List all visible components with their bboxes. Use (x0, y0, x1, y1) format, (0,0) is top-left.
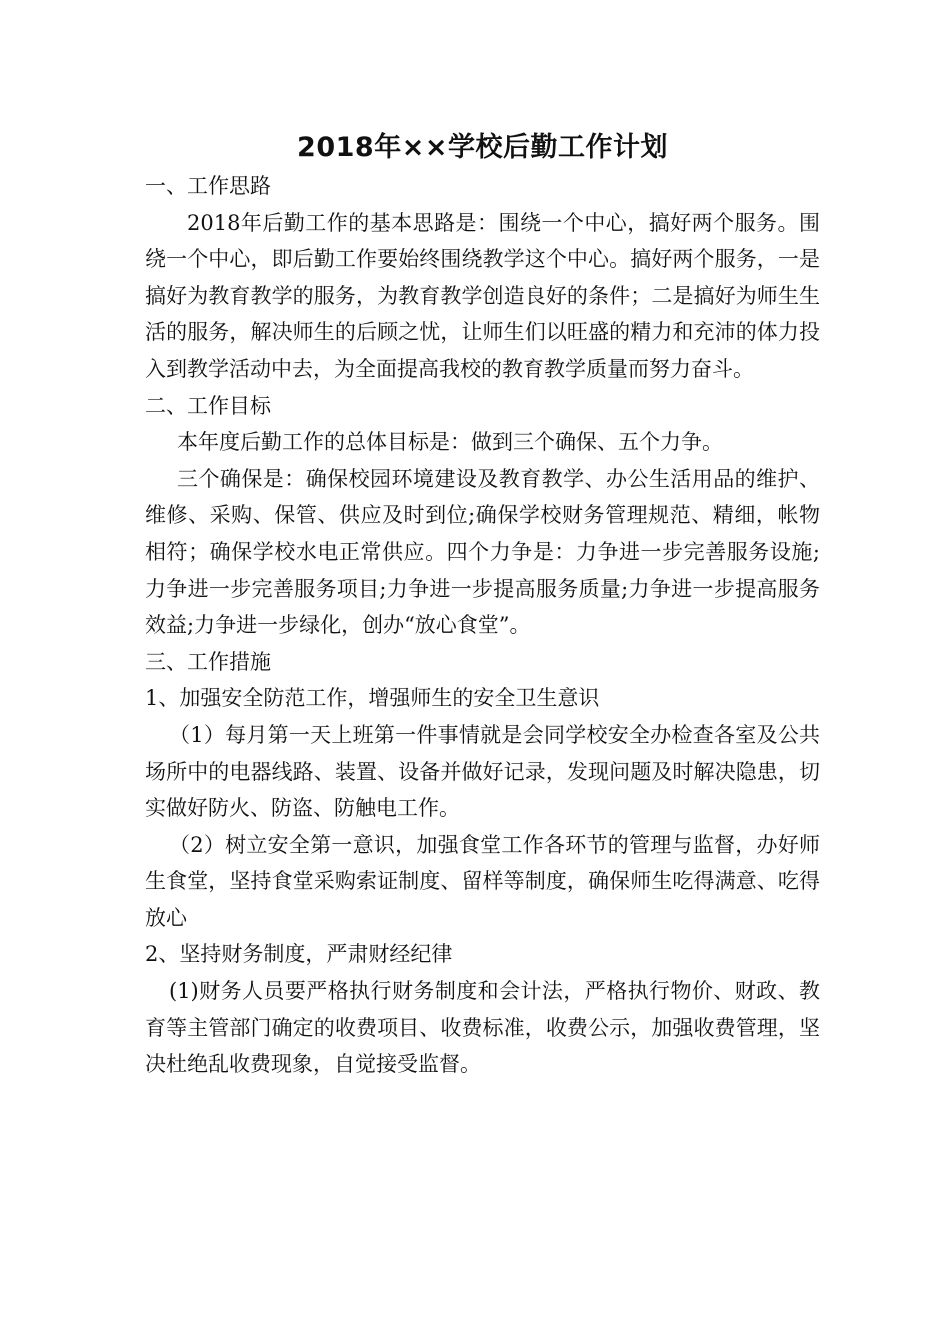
section-2-paragraph-2: 三个确保是：确保校园环境建设及教育教学、办公生活用品的维护、维修、采购、保管、供应及时到位;确保学校财务管理规范、精细，帐物相符；确保学校水电正常供应。四个力争是：力争进一步完善服务设施;力争进一步完善服务项目;力争进一步提高服务质量;力争进一步提高服务效益;力争进一步绿化，创办“放心食堂”。 (145, 466, 820, 638)
section-heading-3: 三、工作措施 (145, 649, 271, 674)
document-title: 2018年××学校后勤工作计划 (297, 132, 668, 163)
item-1-heading: 1、加强安全防范工作，增强师生的安全卫生意识 (145, 686, 600, 711)
item-2-paragraph-1: (1)财务人员要严格执行财务制度和会计法，严格执行物价、财政、教育等主管部门确定的收费项目、收费标准，收费公示，加强收费管理，坚决杜绝乱收费现象，自觉接受监督。 (145, 979, 820, 1077)
section-2-paragraph-1: 本年度后勤工作的总体目标是：做到三个确保、五个力争。 (177, 430, 723, 455)
section-heading-2: 二、工作目标 (145, 393, 271, 418)
item-1-paragraph-1: （1）每月第一天上班第一件事情就是会同学校安全办检查各室及公共场所中的电器线路、装置、设备并做好记录，发现问题及时解决隐患，切实做好防火、防盗、防触电工作。 (145, 722, 820, 821)
item-1-paragraph-2: （2）树立安全第一意识，加强食堂工作各环节的管理与监督，办好师生食堂，坚持食堂采购索证制度、留样等制度，确保师生吃得满意、吃得放心 (145, 832, 820, 930)
section-heading-1: 一、工作思路 (145, 174, 271, 198)
section-1-paragraph: 2018年后勤工作的基本思路是：围绕一个中心，搞好两个服务。围绕一个中心，即后勤工作要始终围绕教学这个中心。搞好两个服务，一是搞好为教育教学的服务，为教育教学创造良好的条件；二是搞好为师生生活的服务，解决师生的后顾之忧，让师生们以旺盛的精力和充沛的体力投入到教学活动中去，为全面提高我校的教育教学质量而努力奋斗。 (145, 210, 820, 381)
document-page (145, 128, 820, 1083)
item-2-heading: 2、坚持财务制度，严肃财经纪律 (145, 942, 453, 967)
